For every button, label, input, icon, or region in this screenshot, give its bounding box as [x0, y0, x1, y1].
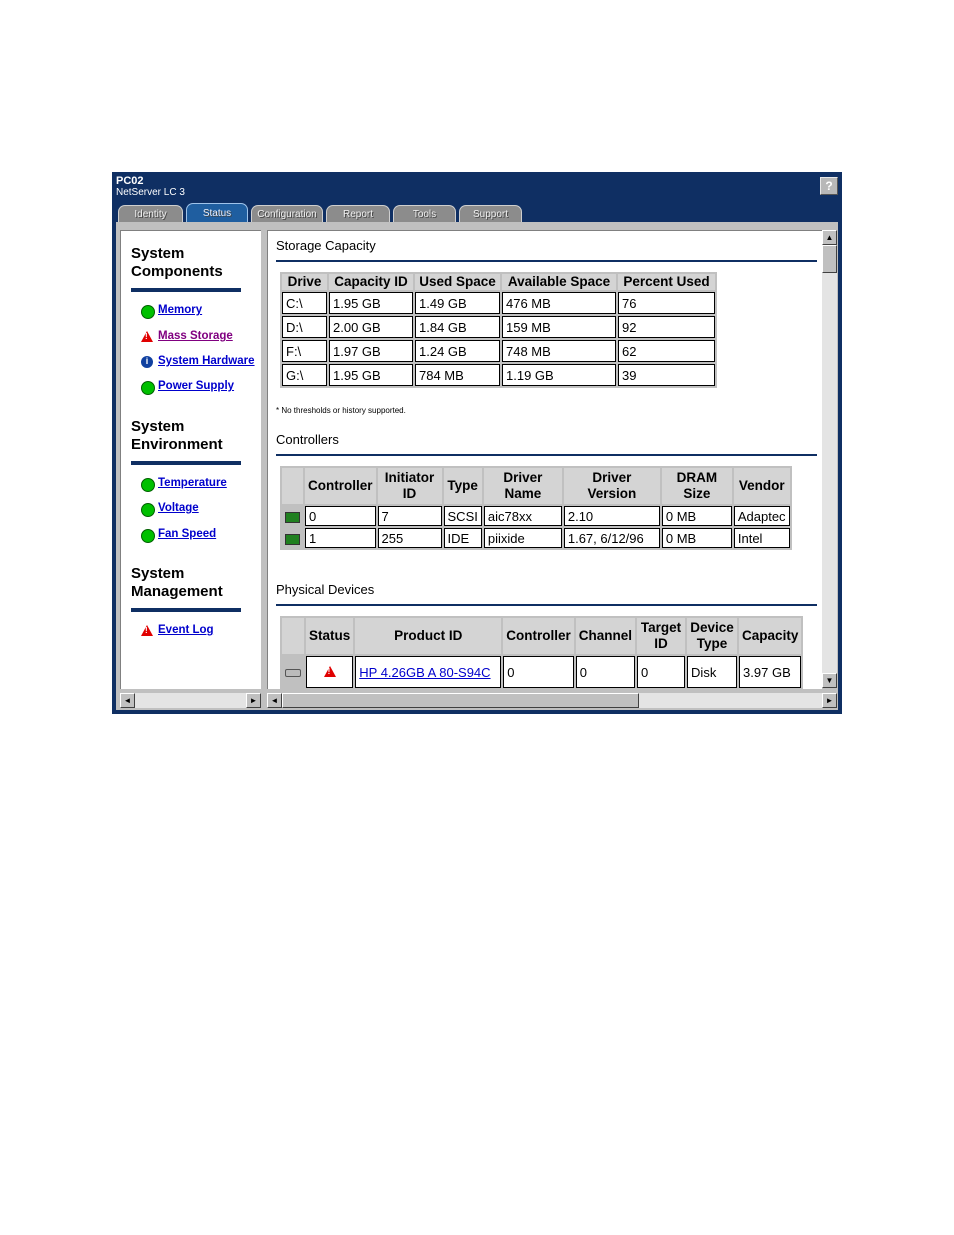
section-title-line: Environment — [131, 436, 223, 453]
table-cell: F:\ — [282, 340, 327, 362]
table-header-row — [282, 618, 801, 654]
table-cell: 62 — [618, 340, 715, 362]
info-icon: i — [141, 356, 153, 368]
table-row[interactable] — [282, 656, 801, 688]
section-divider — [276, 604, 817, 606]
table-cell: 0 — [305, 506, 376, 526]
section-title-line: System — [131, 245, 185, 262]
scroll-thumb[interactable] — [282, 693, 639, 708]
sidebar-link-event-log[interactable]: Event Log — [158, 624, 214, 636]
table-cell: 255 — [378, 528, 442, 548]
scroll-right-arrow-icon[interactable]: ► — [822, 693, 837, 708]
table-cell: 1.84 GB — [415, 316, 500, 338]
column-header: Vendor — [734, 468, 790, 504]
scroll-left-arrow-icon[interactable]: ◄ — [267, 693, 282, 708]
host-model: NetServer LC 3 — [116, 187, 185, 198]
column-header: DRAM Size — [662, 468, 732, 504]
ok-green-dot-icon — [141, 305, 155, 319]
column-header: Initiator ID — [378, 468, 442, 504]
table-row[interactable] — [282, 528, 790, 548]
section-divider — [276, 260, 817, 262]
tab-status[interactable]: Status — [186, 203, 248, 223]
column-header: Product ID — [355, 618, 501, 654]
ok-green-dot-icon — [141, 381, 155, 395]
table-cell: 1.95 GB — [329, 364, 413, 386]
scroll-up-arrow-icon[interactable]: ▲ — [822, 230, 837, 245]
scroll-thumb[interactable] — [822, 245, 837, 273]
storage-footnote: * No thresholds or history supported. — [276, 406, 406, 415]
tab-identity[interactable]: Identity — [118, 205, 183, 222]
table-cell: 2.10 — [564, 506, 660, 526]
table-row[interactable] — [282, 506, 790, 526]
column-header: Type — [444, 468, 482, 504]
section-title-line: System — [131, 418, 185, 435]
column-header: Percent Used — [618, 274, 715, 290]
column-header: Capacity — [739, 618, 801, 654]
column-header: Device Type — [687, 618, 737, 654]
main-horizontal-scrollbar[interactable] — [267, 693, 837, 708]
table-cell: 1.97 GB — [329, 340, 413, 362]
section-title-management — [131, 565, 223, 601]
physical-devices-heading: Physical Devices — [276, 582, 375, 597]
table-cell: 0 MB — [662, 528, 732, 548]
table-cell: IDE — [444, 528, 482, 548]
table-cell: 1.19 GB — [502, 364, 616, 386]
tab-support[interactable]: Support — [459, 205, 522, 222]
main-vertical-scrollbar[interactable] — [822, 230, 837, 688]
tab-report[interactable]: Report — [326, 205, 390, 222]
main-content — [267, 230, 822, 689]
controllers-heading: Controllers — [276, 432, 339, 447]
table-cell: 3.97 GB — [739, 656, 801, 688]
host-name: PC02 — [116, 175, 144, 187]
table-cell: aic78xx — [484, 506, 562, 526]
table-cell: 92 — [618, 316, 715, 338]
warning-triangle-icon — [141, 331, 153, 343]
header — [112, 172, 842, 222]
column-header-icon — [282, 468, 303, 504]
table-cell: G:\ — [282, 364, 327, 386]
table-row — [282, 364, 715, 386]
table-cell: 76 — [618, 292, 715, 314]
column-header: Controller — [305, 468, 376, 504]
ok-green-dot-icon — [141, 529, 155, 543]
table-cell: 159 MB — [502, 316, 616, 338]
physical-devices-table — [280, 616, 803, 689]
column-header: Drive — [282, 274, 327, 290]
column-header: Status — [306, 618, 353, 654]
sidebar-link-mass-storage[interactable]: Mass Storage — [158, 330, 233, 342]
section-divider — [131, 461, 241, 465]
scroll-down-arrow-icon[interactable]: ▼ — [822, 673, 837, 688]
content-frame — [116, 222, 838, 710]
column-header: Capacity ID — [329, 274, 413, 290]
warning-triangle-icon — [141, 625, 153, 637]
scroll-left-arrow-icon[interactable]: ◄ — [120, 693, 135, 708]
section-title-line: Management — [131, 583, 223, 600]
table-cell: 476 MB — [502, 292, 616, 314]
table-row — [282, 292, 715, 314]
status-cell — [306, 656, 353, 688]
table-cell: Intel — [734, 528, 790, 548]
sidebar-link-temperature[interactable]: Temperature — [158, 477, 227, 489]
product-id-link[interactable]: HP 4.26GB A 80-S94C — [359, 664, 491, 680]
column-header: Available Space — [502, 274, 616, 290]
table-cell: 1.95 GB — [329, 292, 413, 314]
section-title-environment — [131, 418, 223, 454]
storage-capacity-heading: Storage Capacity — [276, 238, 376, 253]
controller-icon — [282, 528, 303, 548]
controllers-table — [280, 466, 792, 550]
table-cell: 0 — [637, 656, 685, 688]
disk-drive-icon — [282, 656, 304, 688]
section-divider — [131, 288, 241, 292]
section-title-components — [131, 245, 223, 281]
table-header-row — [282, 468, 790, 504]
section-title-line: System — [131, 565, 185, 582]
table-cell: 2.00 GB — [329, 316, 413, 338]
section-divider — [131, 608, 241, 612]
section-divider — [276, 454, 817, 456]
table-cell: 7 — [378, 506, 442, 526]
tab-configuration[interactable]: Configuration — [251, 205, 323, 222]
table-cell: D:\ — [282, 316, 327, 338]
table-cell[interactable] — [355, 656, 501, 688]
ok-green-dot-icon — [141, 503, 155, 517]
tab-tools[interactable]: Tools — [393, 205, 456, 222]
table-cell: 748 MB — [502, 340, 616, 362]
section-title-line: Components — [131, 263, 223, 280]
ok-green-dot-icon — [141, 478, 155, 492]
column-header-icon — [282, 618, 304, 654]
column-header: Driver Name — [484, 468, 562, 504]
table-cell: 1.24 GB — [415, 340, 500, 362]
column-header: Driver Version — [564, 468, 660, 504]
table-cell: 0 — [503, 656, 574, 688]
table-cell: C:\ — [282, 292, 327, 314]
scroll-right-arrow-icon[interactable]: ► — [246, 693, 261, 708]
sidebar-link-power-supply[interactable]: Power Supply — [158, 380, 235, 392]
storage-capacity-table — [280, 272, 717, 388]
sidebar — [120, 230, 261, 689]
table-row — [282, 340, 715, 362]
table-cell: 1.67, 6/12/96 — [564, 528, 660, 548]
column-header: Channel — [576, 618, 635, 654]
sidebar-link-memory[interactable]: Memory — [158, 304, 203, 316]
sidebar-link-fan-speed[interactable]: Fan Speed — [158, 528, 217, 540]
table-cell: 0 MB — [662, 506, 732, 526]
table-cell: 1 — [305, 528, 376, 548]
sidebar-link-voltage[interactable]: Voltage — [158, 502, 199, 514]
table-cell: 1.49 GB — [415, 292, 500, 314]
sidebar-link-system-hardware[interactable]: System Hardware — [158, 355, 255, 367]
warning-triangle-icon — [324, 666, 336, 677]
app-window — [112, 172, 842, 714]
sidebar-horizontal-scrollbar[interactable] — [120, 693, 261, 708]
table-row — [282, 316, 715, 338]
table-cell: 39 — [618, 364, 715, 386]
table-cell: 784 MB — [415, 364, 500, 386]
table-cell: piixide — [484, 528, 562, 548]
help-button[interactable]: ? — [820, 177, 838, 195]
table-header-row — [282, 274, 715, 290]
controller-icon — [282, 506, 303, 526]
table-cell: 0 — [576, 656, 635, 688]
table-cell: SCSI — [444, 506, 482, 526]
table-cell: Adaptec — [734, 506, 790, 526]
column-header: Target ID — [637, 618, 685, 654]
column-header: Used Space — [415, 274, 500, 290]
table-cell: Disk — [687, 656, 737, 688]
column-header: Controller — [503, 618, 574, 654]
